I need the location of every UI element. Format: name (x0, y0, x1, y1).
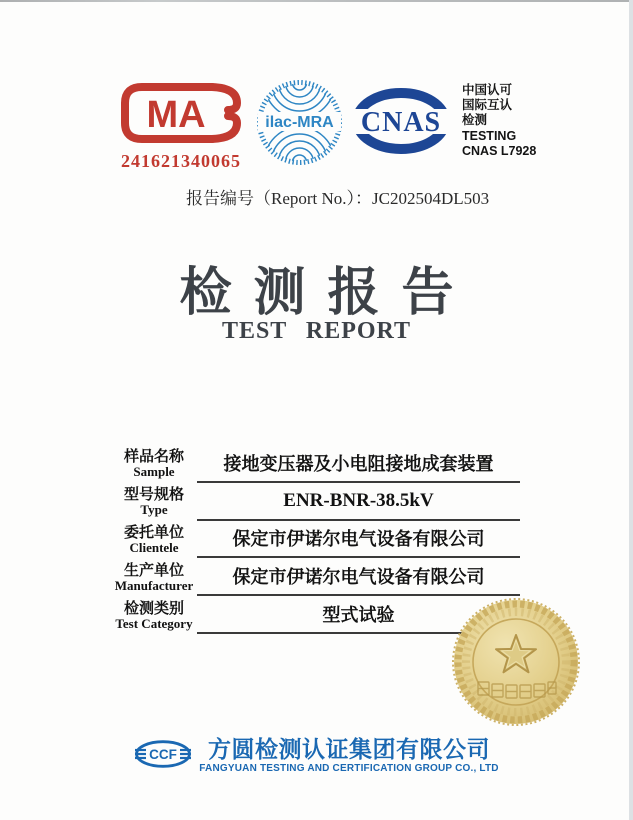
form-row-clientele (0, 521, 633, 559)
form-row-manufacturer (0, 558, 633, 596)
cma-letters: MA (146, 94, 206, 136)
field-label-zh: 委托单位 (123, 523, 184, 541)
cnas-letters: CNAS (360, 107, 442, 138)
ccf-oval-icon (134, 740, 192, 768)
cma-logo-icon (117, 82, 245, 144)
form-row-sample (0, 445, 633, 483)
field-label-en: Type (140, 502, 168, 518)
accreditation-line: 国际互认 (462, 98, 513, 113)
page-title-chinese: 检测报告 (179, 265, 476, 322)
report-number-line (186, 184, 489, 209)
field-label-zh: 样品名称 (123, 448, 184, 466)
cnas-logo-block (352, 88, 450, 159)
field-label-zh: 型号规格 (123, 486, 184, 504)
ilac-mra-letters: ilac-MRA (265, 114, 334, 131)
field-value: 接地变压器及小电阻接地成套装置 (197, 445, 520, 483)
accreditation-line: CNAS L7928 (462, 143, 537, 158)
footer-company-logo (0, 737, 633, 774)
page-title-english: TEST REPORT (221, 318, 412, 344)
field-label-zh: 生产单位 (123, 561, 184, 579)
report-number-label: 报告编号（Report No.）： (186, 189, 373, 208)
cma-logo-block (117, 82, 245, 172)
company-name-chinese: 方圆检测认证集团有限公司 (208, 736, 490, 762)
field-label-en: Sample (133, 464, 175, 480)
field-label-en: Manufacturer (114, 577, 194, 593)
field-label (108, 521, 200, 559)
accreditation-line: TESTING (462, 128, 517, 143)
cma-certificate-number: 241621340065 (121, 151, 241, 171)
ilac-mra-logo-block (256, 79, 343, 171)
field-value: 保定市伊诺尔电气设备有限公司 (197, 558, 520, 596)
gold-seal-icon (452, 598, 580, 726)
accreditation-line: 中国认可 (462, 83, 513, 97)
form-row-type (0, 483, 633, 521)
field-label-en: Clientele (129, 539, 179, 555)
field-value: 型式试验 (197, 596, 520, 634)
field-value: ENR-BNR-38.5kV (197, 483, 520, 521)
gold-embossed-seal (452, 598, 580, 726)
company-name-english: FANGYUAN TESTING AND CERTIFICATION GROUP CO., LTD (199, 763, 499, 774)
report-number-value: JC202504DL503 (372, 189, 490, 208)
accreditation-logos-header (0, 0, 633, 180)
field-label (108, 445, 200, 483)
field-label-zh: 检测类别 (123, 599, 184, 617)
field-value: 保定市伊诺尔电气设备有限公司 (197, 521, 520, 559)
field-label (108, 483, 200, 521)
field-label (108, 596, 200, 634)
accreditation-text-block (462, 83, 552, 159)
accreditation-line: 检测 (462, 113, 488, 128)
cnas-logo-icon (352, 88, 450, 154)
ilac-mra-logo-icon (256, 79, 343, 166)
field-label-en: Test Category (115, 615, 193, 631)
field-label (108, 558, 200, 596)
footer-company-names (199, 737, 498, 774)
ccf-letters: CCF (149, 747, 178, 762)
